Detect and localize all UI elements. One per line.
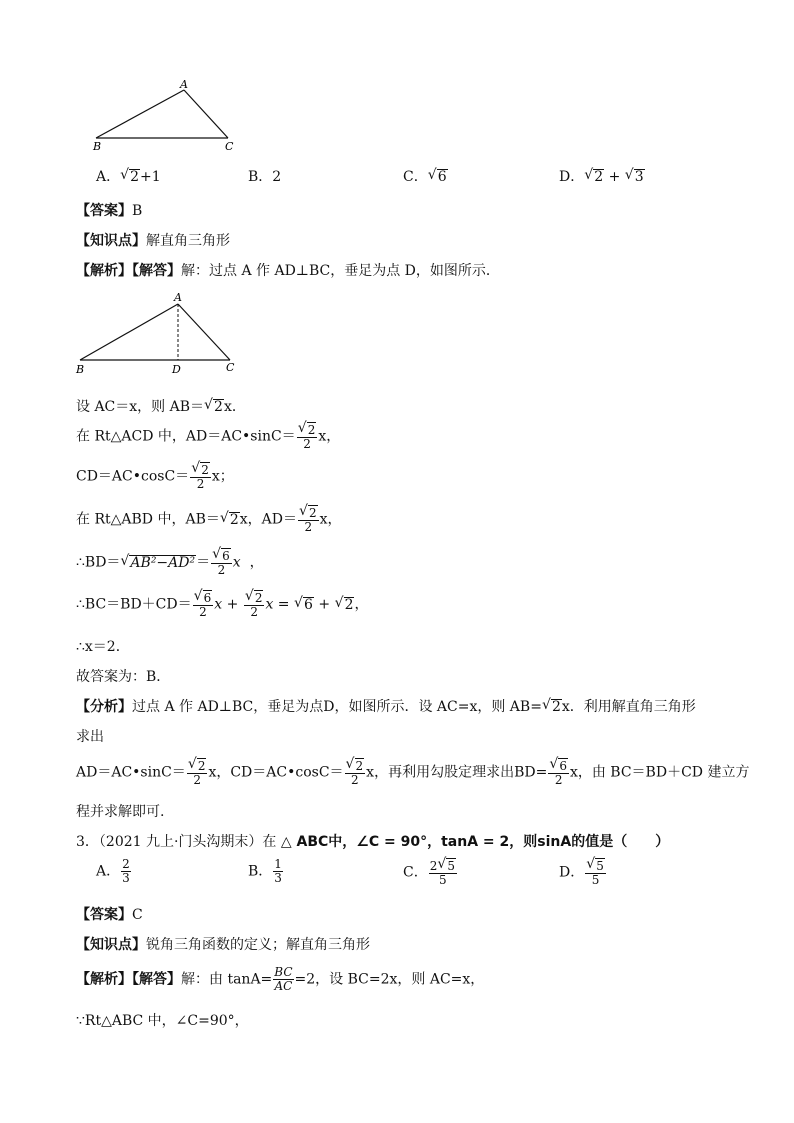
vertex-label-b: B (76, 363, 85, 376)
answer-line: 【答案】B (76, 203, 143, 219)
step-2: 在 Rt△ACD 中，AD＝AC•sinC＝ √ $\frac{2}{2}$ x， (76, 422, 340, 451)
vertex-label-b: B (93, 140, 102, 153)
analysis-line-3: AD＝AC•sinC＝ √ $\frac{2}{2}$ x，CD＝AC•cosC＝ √ $\frac{2}{2}$ x，再利用勾股定理求出BD= √ $\frac{6}{2}$ x，由 BC＝BD＋CD 建立方 (76, 758, 749, 787)
q3-option-c: C． $\frac{2√ 5}{5}$ (403, 858, 458, 887)
analysis-line-2: 求出 (76, 729, 104, 745)
solution-intro: 【解析】【解答】解：过点 A 作 AD⊥BC，垂足为点 D，如图所示． (76, 263, 500, 279)
q3-option-a: A． $\frac{2}{3}$ (96, 857, 130, 885)
q3-option-b: B． $\frac{1}{3}$ (248, 857, 282, 885)
vertex-label-c: C (226, 361, 235, 374)
q3-knowledge-point-line: 【知识点】锐角三角函数的定义；解直角三角形 (76, 937, 370, 953)
vertex-label-a: A (174, 291, 182, 304)
step-4: 在 Rt△ABD 中，AB＝√ 2x，AD＝ √ $\frac{2}{2}$ x， (76, 505, 342, 534)
step-1: 设 AC＝x，则 AB＝√ 2x． (76, 396, 246, 416)
q3-answer-line: 【答案】C (76, 907, 143, 923)
step-8: 故答案为：B． (76, 669, 171, 685)
knowledge-point-line: 【知识点】解直角三角形 (76, 233, 230, 249)
triangle-figure-1 (88, 78, 248, 154)
vertex-label-d: D (172, 363, 181, 376)
step-5: ∴BD＝√ AB²−AD²＝ √ $\frac{6}{2}$ x ， (76, 548, 264, 577)
q3-solution-line-2: ∵Rt△ABC 中，∠C=90°， (76, 1013, 249, 1029)
option-d: D．√ 2 + √ 3 (559, 166, 645, 186)
step-7: ∴x＝2． (76, 639, 130, 655)
triangle-figure-2 (70, 290, 250, 380)
option-b: B．2 (248, 169, 282, 185)
option-a: A．√ 2+1 (96, 166, 161, 186)
vertex-label-a: A (180, 78, 188, 91)
vertex-label-c: C (225, 140, 234, 153)
question-3-stem: 3．（2021 九上·门头沟期末）在 △ ABC中，∠C = 90°，tanA = 2，则sinA的值是（ ） (76, 834, 670, 850)
q3-option-d: D． √ $\frac{5}{5}$ (559, 858, 607, 887)
analysis-line-4: 程并求解即可. (76, 804, 165, 820)
q3-solution-line: 【解析】【解答】解：由 tanA= $\frac{BC}{AC}$ =2，设 BC=2x，则 AC=x， (76, 965, 485, 993)
option-c: C．√ 6 (403, 166, 448, 186)
step-3: CD＝AC•cosC＝ √ $\frac{2}{2}$ x； (76, 462, 234, 491)
analysis-line-1: 【分析】过点 A 作 AD⊥BC，垂足为点D，如图所示．设 AC=x，则 AB=√ 2x．利用解直角三角形 (76, 696, 696, 716)
step-6: ∴BC＝BD＋CD＝ √ $\frac{6}{2}$ x + √ $\frac{2}{2}$ x = √ 6 + √ 2， (76, 590, 368, 619)
